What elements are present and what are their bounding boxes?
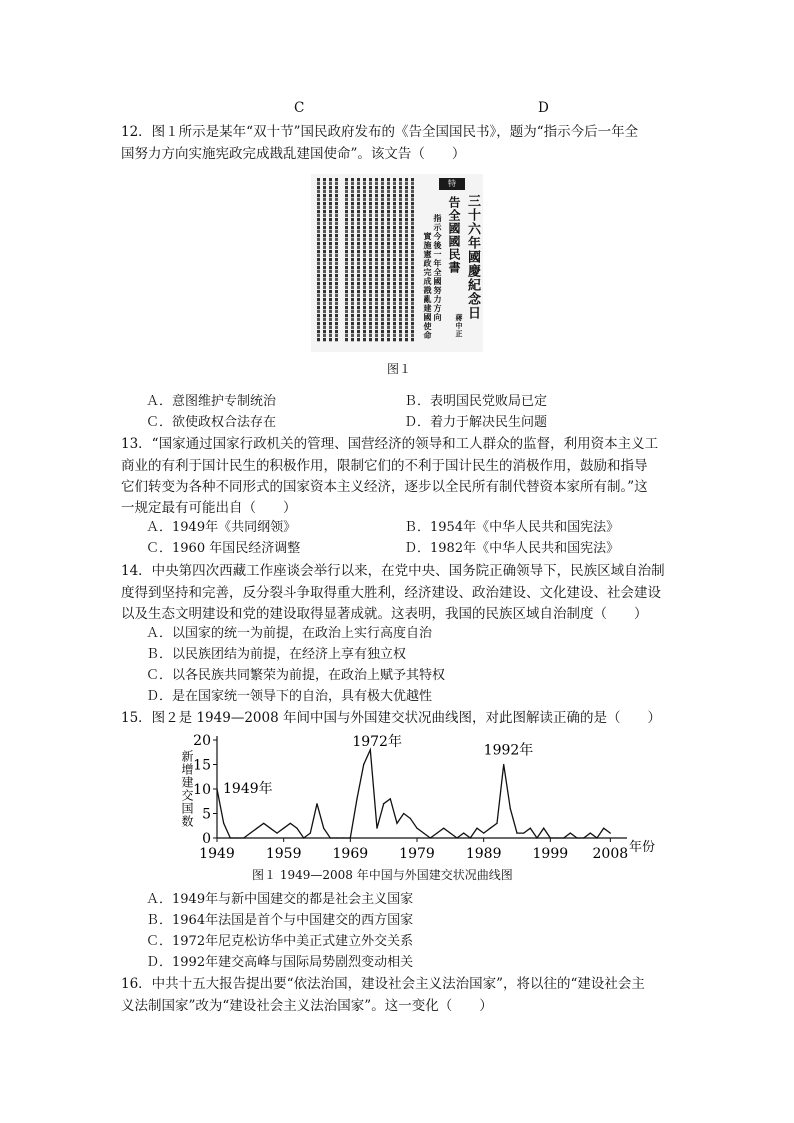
x-tick-label: 1999 <box>532 846 569 862</box>
x-tick-label: 1969 <box>332 846 369 862</box>
data-point <box>316 803 317 804</box>
data-point <box>430 837 431 838</box>
figure-subtitle-2: 實施憲政完成戡亂建國使命 <box>423 232 433 340</box>
question-13-option-d: Ｄ．1982年《中华人民共和国宪法》 <box>404 541 620 556</box>
data-point <box>403 813 404 814</box>
question-15-option-a: Ａ．1949年与新中国建交的都是社会主义国家 <box>146 892 414 907</box>
data-point <box>510 808 511 809</box>
data-point <box>583 837 584 838</box>
figure-subtitle: 指示今後一年全國努力方向 <box>433 214 443 322</box>
figure-headline: 三十六年國慶紀念日 <box>465 194 480 320</box>
x-tick-label: 2008 <box>592 846 629 862</box>
question-13-line: 一规定最有可能出自（ ） <box>121 500 297 516</box>
annotation-label: 1992年 <box>483 742 534 759</box>
question-14-option-b: Ｂ．以民族团结为前提，在经济上享有独立权 <box>146 647 407 662</box>
data-point <box>523 833 524 834</box>
question-13-option-b: Ｂ．1954年《中华人民共和国宪法》 <box>404 520 620 535</box>
data-point <box>603 828 604 829</box>
data-point <box>363 764 364 765</box>
data-point <box>563 837 564 838</box>
question-13-line: 商业的有利于国计民生的积极作用，限制它们的不利于国计民生的消极作用，鼓励和指导 <box>121 458 648 474</box>
data-point <box>410 818 411 819</box>
y-tick-label: 10 <box>193 782 211 798</box>
data-point <box>423 833 424 834</box>
data-point <box>283 828 284 829</box>
data-point <box>570 833 571 834</box>
data-point <box>550 837 551 838</box>
question-14-line: 14．中央第四次西藏工作座谈会举行以来，在党中央、国务院正确领导下，民族区域自治制 <box>121 563 665 579</box>
diplomatic-relations-chart <box>175 728 655 862</box>
figure-author: 蔣中正 <box>455 314 464 338</box>
question-15-option-c: Ｃ．1972年尼克松访华中美正式建立外交关系 <box>146 934 414 949</box>
option-c-label: C <box>294 100 305 116</box>
data-point <box>476 828 477 829</box>
data-point <box>336 837 337 838</box>
question-16-line: 16．中共十五大报告提出要“依法治国，建设社会主义法治国家”，将以往的“建设社会主 <box>121 976 645 992</box>
y-tick-label: 0 <box>202 831 211 847</box>
data-point <box>610 833 611 834</box>
data-point <box>243 837 244 838</box>
data-point <box>276 833 277 834</box>
y-axis-label: 新增建交国数 <box>180 750 194 828</box>
data-point <box>556 837 557 838</box>
data-point <box>263 823 264 824</box>
question-16-line: 义法制国家”改为“建设社会主义法治国家”。这一变化（ ） <box>121 998 493 1014</box>
question-14-line: 度得到坚持和完善，反分裂斗争取得重大胜利，经济建设、政治建设、文化建设、社会建设 <box>121 585 661 601</box>
data-point <box>250 833 251 834</box>
question-12-line: 国努力方向实施宪政完成戡乱建国使命”。该文告（ ） <box>121 146 466 162</box>
data-point <box>450 833 451 834</box>
figure-1-newspaper-scan <box>311 174 483 352</box>
x-tick-label: 1949 <box>199 846 235 862</box>
data-point <box>436 833 437 834</box>
data-point <box>390 798 391 799</box>
data-point <box>530 828 531 829</box>
question-15-option-d: Ｄ．1992年建交高峰与国际局势剧烈变动相关 <box>146 955 414 970</box>
data-point <box>223 823 224 824</box>
data-point <box>396 823 397 824</box>
question-13-line: 13．“国家通过国家行政机关的管理、国营经济的领导和工人群众的监督，利用资本主义工 <box>121 436 659 452</box>
question-14-option-a: Ａ．以国家的统一为前提，在政治上实行高度自治 <box>146 626 433 641</box>
data-point <box>303 837 304 838</box>
figure-title: 告全國國民書 <box>447 196 461 274</box>
data-point <box>376 828 377 829</box>
x-axis-label: 年份 <box>629 840 655 855</box>
question-13-option-c: Ｃ．1960 年国民经济调整 <box>146 541 301 556</box>
data-point <box>516 833 517 834</box>
data-point <box>576 837 577 838</box>
data-point <box>483 833 484 834</box>
question-15-line: 15．图２是 1949—2008 年间中国与外国建交状况曲线图，对此图解读正确的是（ ） <box>121 710 661 726</box>
question-12-line: 12．图１所示是某年“双十节”国民政府发布的《告全国国民书》，题为“指示今后一年全 <box>121 124 639 140</box>
series-line <box>217 750 610 838</box>
data-point <box>443 828 444 829</box>
question-12-option-d: Ｄ．着力于解决民生问题 <box>404 415 548 430</box>
figure-2-caption: 图１ 1949—2008 年中国与外国建交状况曲线图 <box>252 868 513 882</box>
data-point <box>230 837 231 838</box>
data-point <box>216 788 217 789</box>
option-d-label: D <box>538 100 549 116</box>
data-point <box>350 837 351 838</box>
data-point <box>356 798 357 799</box>
x-tick-label: 1959 <box>265 846 302 862</box>
question-14-option-d: Ｄ．是在国家统一领导下的自治，具有极大优越性 <box>146 689 433 704</box>
data-point <box>456 837 457 838</box>
data-point <box>590 833 591 834</box>
data-point <box>490 828 491 829</box>
figure-stamp: 特 <box>439 178 465 190</box>
x-tick-label: 1979 <box>399 846 435 862</box>
data-point <box>496 823 497 824</box>
data-point <box>536 837 537 838</box>
annotation-label: 1949年 <box>223 781 273 797</box>
question-14-line: 以及生态文明建设和党的建设取得显著成就。这表明，我国的民族区域自治制度（ ） <box>121 606 648 622</box>
data-point <box>416 828 417 829</box>
data-point <box>236 837 237 838</box>
annotation-label: 1972年 <box>352 733 402 750</box>
data-point <box>256 828 257 829</box>
data-point <box>330 837 331 838</box>
question-15-option-b: Ｂ．1964年法国是首个与中国建交的西方国家 <box>146 913 414 928</box>
data-point <box>503 764 504 765</box>
y-tick-label: 20 <box>193 733 211 749</box>
data-point <box>323 828 324 829</box>
data-point <box>596 837 597 838</box>
data-point <box>296 828 297 829</box>
question-14-option-c: Ｃ．以各民族共同繁荣为前提，在政治上赋予其特权 <box>146 668 446 683</box>
question-12-option-a: Ａ．意图维护专制统治 <box>146 394 277 409</box>
data-point <box>343 837 344 838</box>
question-12-option-b: Ｂ．表明国民党败局已定 <box>404 394 548 409</box>
y-tick-label: 5 <box>202 806 211 823</box>
data-point <box>383 803 384 804</box>
data-point <box>470 837 471 838</box>
x-tick-label: 1989 <box>465 846 502 862</box>
figure-1-caption: 图１ <box>387 362 412 376</box>
y-tick-label: 15 <box>193 757 211 774</box>
data-point <box>270 828 271 829</box>
data-point <box>463 833 464 834</box>
question-13-line: 它们转变为各种不同形式的国家资本主义经济，逐步以全民所有制代替资本家所有制。”这 <box>121 479 648 495</box>
data-point <box>543 828 544 829</box>
data-point <box>310 833 311 834</box>
question-13-option-a: Ａ．1949年《共同纲领》 <box>146 520 297 535</box>
data-point <box>290 823 291 824</box>
question-12-option-c: Ｃ．欲使政权合法存在 <box>146 415 277 430</box>
